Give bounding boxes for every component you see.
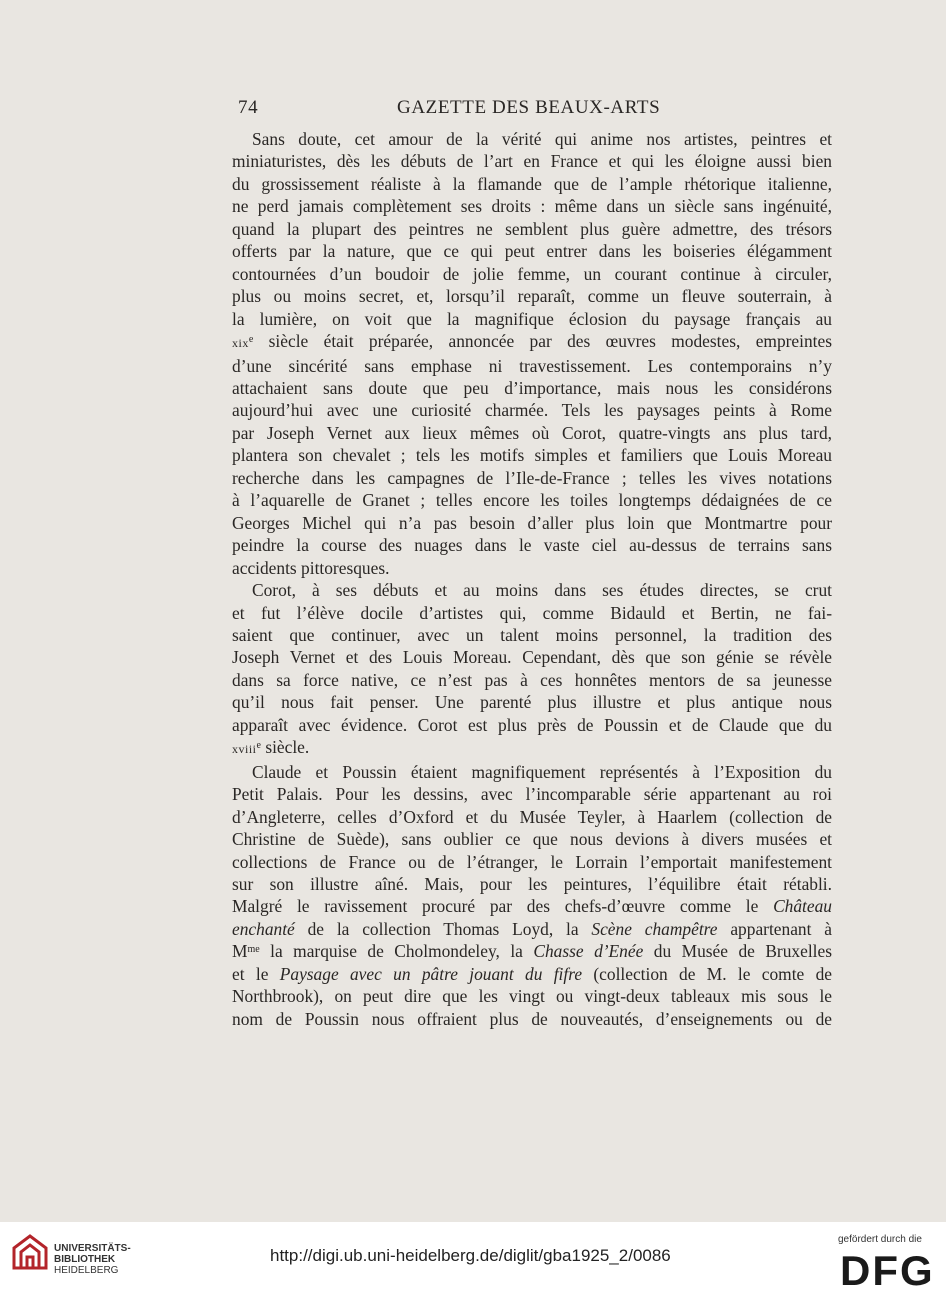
library-name-line: UNIVERSITÄTS- bbox=[54, 1243, 131, 1254]
funding-caption: gefördert durch die bbox=[838, 1234, 922, 1245]
library-name bbox=[54, 1243, 131, 1276]
text-fragment: siècle était préparée, annoncée par des œuvres modestes, empreintes bbox=[253, 331, 832, 352]
text-line: et fut l’élève docile d’artistes qui, comme Bidauld et Bertin, ne fai- bbox=[232, 602, 832, 623]
text-line bbox=[232, 940, 832, 962]
artwork-title: Paysage avec un pâtre jouant du fifre bbox=[279, 963, 583, 984]
text-line: nom de Poussin nous offraient plus de nouveautés, d’enseignements ou de bbox=[232, 1008, 832, 1029]
small-caps-century: xviii bbox=[232, 742, 257, 757]
text-line: Petit Palais. Pour les dessins, avec l’incomparable série appartenant au roi bbox=[232, 784, 832, 805]
text-line: plus ou moins secret, et, lorsqu’il reparaît, comme un fleuve souterrain, à bbox=[232, 286, 832, 307]
viewer-footer bbox=[0, 1222, 946, 1296]
text-fragment: Malgré le ravissement procuré par des chefs-d’œuvre comme le bbox=[232, 896, 774, 917]
text-line: Corot, à ses débuts et au moins dans ses études directes, se crut bbox=[252, 580, 832, 601]
text-line: dans sa force native, ce n’est pas à ces honnêtes mentors de sa jeunesse bbox=[232, 669, 832, 690]
text-line: collections de France ou de l’étranger, le Lorrain l’emportait manifestement bbox=[232, 851, 832, 872]
text-line: d’Angleterre, celles d’Oxford et du Musée Teyler, à Haarlem (collection de bbox=[232, 806, 832, 827]
text-line: la lumière, on voit que la magnifique éclosion du paysage français au bbox=[232, 308, 832, 329]
text-line: Christine de Suède), sans oublier ce que nous devions à divers musées et bbox=[232, 829, 832, 850]
permalink-url[interactable]: http://digi.ub.uni-heidelberg.de/diglit/gba1925_2/0086 bbox=[270, 1246, 671, 1265]
text-line: du grossissement réaliste à la flamande que de l’ample rhétorique italienne, bbox=[232, 173, 832, 194]
text-line: recherche dans les campagnes de l’Ile-de-France ; telles les vives notations bbox=[232, 467, 832, 488]
text-fragment: (collection de M. le comte de bbox=[582, 963, 832, 984]
running-head: GAZETTE DES BEAUX-ARTS bbox=[397, 97, 661, 118]
text-line bbox=[232, 736, 832, 760]
text-line: miniaturistes, dès les débuts de l’art en France et qui les éloigne aussi bien bbox=[232, 151, 832, 172]
text-line: aujourd’hui avec une curiosité charmée. Tels les paysages peints à Rome bbox=[232, 400, 832, 421]
text-line: qu’il nous fait penser. Une parenté plus illustre et plus antique nous bbox=[232, 692, 832, 713]
text-line: Sans doute, cet amour de la vérité qui anime nos artistes, peintres et bbox=[252, 129, 832, 149]
body-text bbox=[232, 128, 832, 1030]
dfg-logo: DFG bbox=[840, 1247, 935, 1294]
text-line: ne perd jamais complètement ses droits : même dans un siècle sans ingénuité, bbox=[232, 196, 832, 217]
text-line: sur son illustre aîné. Mais, pour les peintures, l’équilibre était rétabli. bbox=[232, 873, 832, 894]
text-line: Joseph Vernet et des Louis Moreau. Cependant, dès que son génie se révèle bbox=[232, 647, 832, 668]
text-fragment: et le bbox=[232, 963, 280, 984]
text-line: à l’aquarelle de Granet ; telles encore les toiles longtemps dédaignées de ce bbox=[232, 490, 832, 511]
library-name-line: HEIDELBERG bbox=[54, 1265, 119, 1276]
artwork-title: Château bbox=[773, 896, 832, 917]
artwork-title: Scène champêtre bbox=[591, 918, 718, 939]
text-fragment: la marquise de Cholmondeley, la bbox=[259, 941, 534, 962]
text-line bbox=[232, 330, 832, 354]
library-name-line: BIBLIOTHEK bbox=[54, 1254, 116, 1265]
text-line: Northbrook), on peut dire que les vingt ou vingt-deux tableaux mis sous le bbox=[232, 986, 832, 1007]
text-line: d’une sincérité sans emphase ni travestissement. Les contemporains n’y bbox=[232, 355, 832, 376]
text-line bbox=[232, 895, 832, 917]
text-fragment: M bbox=[232, 941, 248, 962]
artwork-title: enchanté bbox=[232, 918, 295, 939]
text-line bbox=[232, 963, 832, 985]
text-line: apparaît avec évidence. Corot est plus près de Poussin et de Claude que du bbox=[232, 714, 832, 735]
text-line: par Joseph Vernet aux lieux mêmes où Corot, quatre-vingts ans plus tard, bbox=[232, 422, 832, 443]
superscript: me bbox=[247, 944, 260, 956]
text-fragment: du Musée de Bruxelles bbox=[643, 941, 832, 962]
text-line: quand la plupart des peintres ne semblent plus guère admettre, des trésors bbox=[232, 218, 832, 239]
page-header bbox=[232, 97, 832, 123]
text-line: offerts par la nature, que ce qui peut entrer dans les boiseries élégamment bbox=[232, 241, 832, 262]
text-line: plantera son chevalet ; tels les motifs simples et familiers que Louis Moreau bbox=[232, 445, 832, 466]
text-fragment: siècle. bbox=[260, 737, 310, 758]
superscript: e bbox=[248, 334, 254, 346]
page-number: 74 bbox=[238, 97, 259, 118]
text-fragment: de la collection Thomas Loyd, la bbox=[294, 918, 592, 939]
superscript: e bbox=[256, 740, 261, 752]
artwork-title: Chasse d’Enée bbox=[533, 941, 644, 962]
text-line: peindre la course des nuages dans le vaste ciel au-dessus de terrains sans bbox=[232, 535, 832, 556]
text-line: contournées d’un boudoir de jolie femme, un courant continue à circuler, bbox=[232, 263, 832, 284]
text-line bbox=[232, 918, 832, 940]
text-line: Claude et Poussin étaient magnifiquement représentés à l’Exposition du bbox=[252, 761, 832, 782]
text-line: Georges Michel qui n’a pas besoin d’aller plus loin que Montmartre pour bbox=[232, 512, 832, 533]
text-fragment: appartenant à bbox=[717, 918, 832, 939]
small-caps-century: xix bbox=[232, 336, 249, 351]
text-line: saient que continuer, avec un talent moins personnel, la tradition des bbox=[232, 624, 832, 645]
text-line: accidents pittoresques. bbox=[232, 557, 390, 578]
text-line: attachaient sans doute que peu d’importance, mais nous les considérons bbox=[232, 377, 832, 398]
heidelberg-library-logo-icon bbox=[10, 1232, 50, 1272]
